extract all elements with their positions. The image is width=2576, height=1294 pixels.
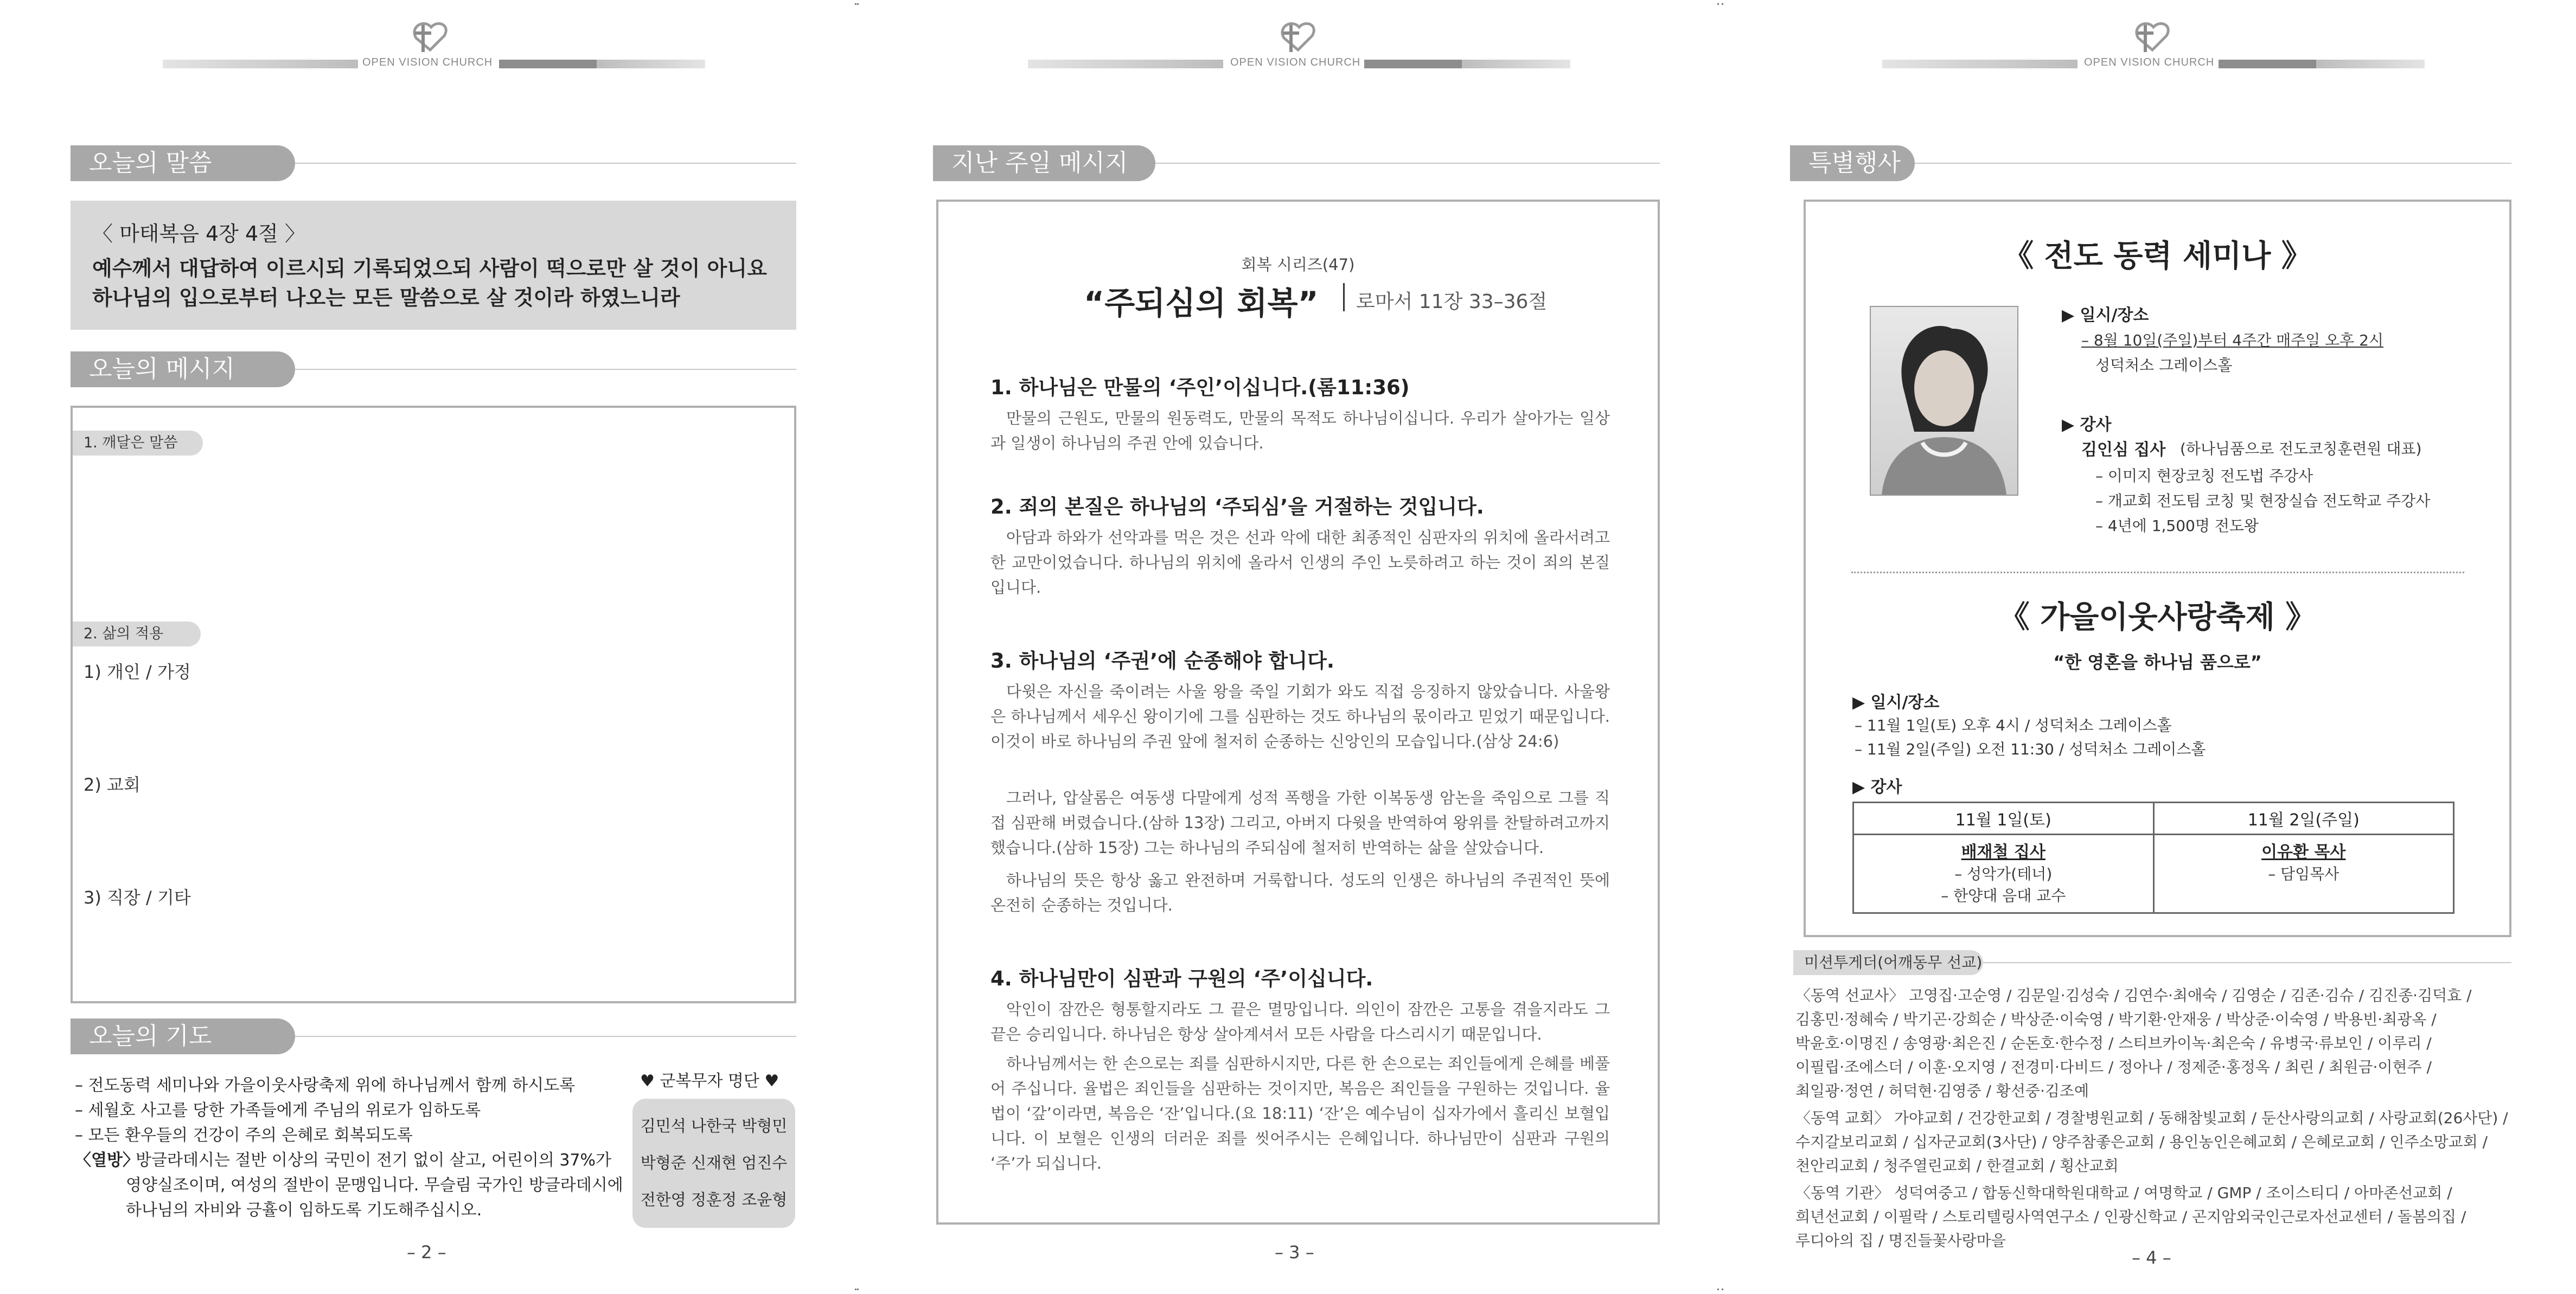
e2-when-label: ▶ 일시/장소 [1852,693,1940,712]
divider [295,369,796,370]
speaker-1-line: – 한양대 음대 교수 [1941,887,2066,905]
point-paragraph: 하나님의 뜻은 항상 옳고 완전하며 거룩합니다. 성도의 인생은 하나님의 주권적인 뜻에 온전히 순종하는 것입니다. [990,871,1610,914]
schedule-day-1: 11월 1일(토) [1853,803,2154,835]
e2-speaker-label: ▶ 강사 [1852,778,1902,797]
event1-title: 《 전도 동력 세미나 》 [2003,239,2312,274]
apply-church: 2) 교회 [84,774,140,795]
church-logo-icon [404,15,453,59]
verse-reference: 〈 마태복음 4장 4절 〉 [92,222,305,246]
sermon-box [936,200,1660,1225]
point-paragraph: 하나님께서는 한 손으로는 죄를 심판하시지만, 다른 한 손으로는 죄인들에게 은혜를 베풀어 주십니다. 율법은 죄인들을 심판하는 것이지만, 복음은 죄인들을 구원하는 것입니다. 율법이 ‘갚’이라면, 복음은 ‘잔’입니다.(요 18:11) ‘잔’은 예수님이 십자가에서 흘리신 보혈입니다. 이 보혈은 인생의 더러운 죄를 씻어주시는 은혜입니다. 하나님만이 심판과 구원의 ‘주’가 되십니다. [990,1054,1610,1173]
event2-subtitle: “한 영혼을 하나님 품으로” [2053,652,2262,672]
point-paragraph: 악인이 잠깐은 형통할지라도 그 끝은 멸망입니다. 의인이 잠깐은 고통을 겪을지라도 그 끝은 승리입니다. 하나님은 항상 살아계셔서 모든 사람을 다스리시기 때문입니다. [990,1000,1610,1043]
verse-line-1: 예수께서 대답하여 이르시되 기록되었으되 사람이 떡으로만 살 것이 아니요 [92,257,767,280]
military-row: 전한영 정훈정 조윤형 [640,1190,788,1209]
speaker-photo [1870,306,2018,496]
divider [1915,163,2511,164]
point-heading: 4. 하나님만이 심판과 구원의 ‘주’이십니다. [990,967,1373,990]
mission-line: 천안리교회 / 청주열린교회 / 한결교회 / 횡산교회 [1795,1157,2119,1175]
prayer-item: – 모든 환우들의 건강이 주의 은혜로 회복되도록 [75,1126,413,1145]
sermon-scripture: 로마서 11장 33–36절 [1356,291,1548,313]
e1-speaker-label: ▶ 강사 [2062,415,2112,434]
verse-line-2: 하나님의 입으로부터 나오는 모든 말씀으로 살 것이라 하였느니라 [92,286,680,310]
church-logo-icon [1272,15,1321,59]
point-paragraph: 아담과 하와가 선악과를 먹은 것은 선과 악에 대한 최종적인 심판자의 위치에 올라서려고 한 교만이었습니다. 하나님의 위치에 올라서 인생의 주인 노릇하려고 하는 것이 죄의 본질입니다. [990,528,1610,597]
e2-when-2: – 11월 2일(주일) 오전 11:30 / 성덕처소 그레이스홀 [1855,740,2206,758]
church-name: OPEN VISION CHURCH [2084,56,2215,68]
point-paragraph: 그러나, 압살롬은 여동생 다말에게 성적 폭행을 가한 이복동생 암논을 죽임으로 그를 직접 심판해 버렸습니다.(삼하 13장) 그리고, 아버지 다윗을 반역하여 왕위를 찬탈하려고까지 했습니다.(삼하 15장) 그는 하나님의 주되심에 철저히 반역하는 삶을 살았습니다. [990,789,1610,857]
mission-line: 최일광·정연 / 허덕현·김영중 / 황선중·김조예 [1795,1082,2089,1100]
section-title-prayer: 오늘의 기도 [71,1018,295,1054]
crop-mark [857,1289,859,1290]
e1-speaker-org: (하나님품으로 전도코칭훈련원 대표) [2180,440,2422,458]
divider [295,163,796,164]
church-logo-icon [2126,15,2175,59]
mission-line: 〈동역 선교사〉 고영집·고순영 / 김문일·김성숙 / 김연수·최애숙 / 김영순 / 김존·김슈 / 김진종·김덕효 / [1795,986,2472,1004]
crop-mark [1722,3,1723,5]
crop-mark [855,1289,856,1290]
page-2 [0,0,857,1294]
e1-bullet: – 이미지 현장코칭 전도법 주강사 [2095,467,2313,485]
page-number: – 2 – [407,1242,446,1263]
mission-together-title: 미션투게더(어깨동무 선교) [1793,950,1983,975]
divider [1155,163,1660,164]
page-3 [857,0,1720,1294]
mission-line: 김홍민·정혜숙 / 박기곤·강희순 / 박상준·이숙영 / 박기환·안재웅 / 박상준·이숙영 / 박용빈·최광옥 / [1795,1010,2437,1028]
section-title-last-sermon: 지난 주일 메시지 [933,145,1155,181]
crop-mark [1722,1289,1723,1290]
point-paragraph: 만물의 근원도, 만물의 원동력도, 만물의 목적도 하나님이십니다. 우리가 살아가는 일상과 일생이 하나님의 주권 안에 있습니다. [990,409,1610,452]
military-row: 박형준 신재현 엄진수 [640,1154,788,1172]
country-line-2: 영양실조이며, 여성의 절반이 문맹입니다. 무슬림 국가인 방글라데시에 [126,1176,623,1195]
e2-when-1: – 11월 1일(토) 오후 4시 / 성덕처소 그레이스홀 [1855,716,2172,734]
country-label: 〈열방〉 [75,1151,139,1170]
e1-bullet: – 4년에 1,500명 전도왕 [2095,517,2259,535]
speaker-1-name: 배재철 집사 [1961,843,2046,862]
mission-line: 수지갈보리교회 / 십자군교회(3사단) / 양주참좋은교회 / 용인농인은혜교회 / 은혜로교회 / 인주소망교회 / [1795,1133,2488,1151]
section-title-word: 오늘의 말씀 [71,145,295,181]
e1-speaker-name: 김인심 집사 [2081,440,2166,459]
page-number: – 3 – [1275,1242,1314,1263]
mission-line: 희년선교회 / 이필락 / 스토리텔링사역연구소 / 인광신학교 / 곤지암외국인근로자선교센터 / 돌봄의집 / [1795,1208,2466,1226]
church-name: OPEN VISION CHURCH [1230,56,1361,68]
point-paragraph: 다윗은 자신을 죽이려는 사울 왕을 죽일 기회가 와도 직접 응징하지 않았습니다. 사울왕은 하나님께서 세우신 왕이기에 그를 심판하는 것도 하나님의 몫이라고 믿었기 때문입니다. 이것이 바로 하나님의 주권 앞에 철저히 순종하는 신앙인의 모습입니다.(삼상 24:6) [990,682,1610,751]
section-title-special-events: 특별행사 [1790,145,1915,181]
sermon-title: “주되심의 회복” [1084,285,1319,322]
section-title-message: 오늘의 메시지 [71,351,295,387]
country-line-1: 방글라데시는 절반 이상의 국민이 전기 없이 살고, 어린이의 37%가 [136,1151,612,1170]
page-4 [1720,0,2576,1294]
schedule-day-2: 11월 2일(주일) [2153,803,2454,835]
e1-when-2: 성덕처소 그레이스홀 [2095,356,2233,374]
title-divider [1343,283,1345,311]
events-box [1804,200,2511,937]
mission-line: 〈동역 교회〉 가야교회 / 건강한교회 / 경찰병원교회 / 동해참빛교회 / 둔산사랑의교회 / 사랑교회(26사단) / [1795,1109,2508,1127]
mission-line: 이필립·조에스더 / 이훈·오지영 / 전경미·다비드 / 정아나 / 정제준·홍정옥 / 최린 / 최원금·이현주 / [1795,1058,2432,1076]
speaker-1-line: – 성악가(테너) [1954,865,2053,883]
point-heading: 1. 하나님은 만물의 ‘주인’이십니다.(롬11:36) [990,376,1410,399]
schedule-speaker-1 [1853,835,2154,913]
note-label-realized: 1. 깨달은 말씀 [73,431,203,456]
military-title: ♥ 군복무자 명단 ♥ [640,1072,779,1091]
verse-box [71,201,796,330]
event-divider [1851,572,2464,573]
military-row: 김민석 나한국 박형민 [640,1117,788,1135]
mission-line: 〈동역 기관〉 성덕여중고 / 합동신학대학원대학교 / 여명학교 / GMP / 조이스티디 / 아마존선교회 / [1795,1184,2452,1202]
apply-work: 3) 직장 / 기타 [84,887,191,908]
speaker-2-line: – 담임목사 [2268,865,2340,883]
page-number: – 4 – [2132,1247,2171,1268]
divider [1983,962,2511,963]
sermon-series: 회복 시리즈(47) [1241,255,1355,274]
crop-mark [1717,3,1719,5]
crop-mark [1717,1289,1719,1290]
mission-line: 루디아의 집 / 명진들꽃사랑마을 [1795,1232,2006,1250]
point-heading: 3. 하나님의 ‘주권’에 순종해야 합니다. [990,649,1334,672]
prayer-item: – 전도동력 세미나와 가을이웃사랑축제 위에 하나님께서 함께 하시도록 [75,1076,576,1095]
mission-line: 박윤호·이명진 / 송영광·최은진 / 순돈호·한수정 / 스티브카이녹·최은숙 / 유병국·류보인 / 이루리 / [1795,1034,2432,1052]
military-list-box [632,1099,795,1228]
event2-title: 《 가을이웃사랑축제 》 [1999,600,2316,635]
e1-bullet: – 개교회 전도팀 코칭 및 현장실습 전도학교 주강사 [2095,492,2431,510]
church-name: OPEN VISION CHURCH [362,56,493,68]
country-line-3: 하나님의 자비와 긍휼이 임하도록 기도해주십시오. [126,1201,482,1220]
prayer-item: – 세월호 사고를 당한 가족들에게 주님의 위로가 임하도록 [75,1101,481,1120]
speaker-2-name: 이유환 목사 [2261,843,2346,862]
crop-mark [857,3,859,5]
note-label-application: 2. 삶의 적용 [73,622,201,646]
message-notes-box [71,406,796,1003]
schedule-speaker-2 [2153,835,2454,913]
e1-when-label: ▶ 일시/장소 [2062,306,2149,325]
e1-when-1: – 8월 10일(주일)부터 4주간 매주일 오후 2시 [2081,331,2383,349]
apply-personal: 1) 개인 / 가정 [84,662,191,682]
crop-mark [855,3,856,5]
point-heading: 2. 죄의 본질은 하나님의 ‘주되심’을 거절하는 것입니다. [990,495,1484,518]
speaker-schedule-table [1852,802,2454,914]
divider [295,1036,796,1037]
